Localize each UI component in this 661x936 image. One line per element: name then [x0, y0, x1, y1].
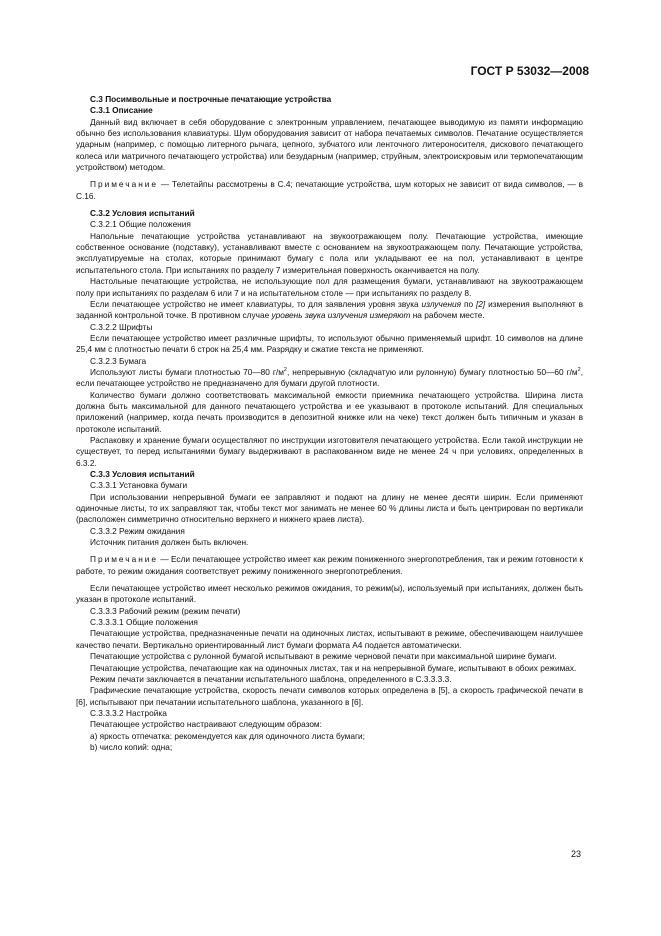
- list-item: b) число копий: одна;: [90, 741, 173, 752]
- note-label: Примечание: [90, 554, 159, 565]
- clause-heading: С.3.3.3.1 Общие положения: [90, 617, 198, 628]
- text-run: измерения выполняют в заданной контрольной точке. В противном случае: [76, 298, 583, 321]
- italic-run: излучения: [421, 298, 462, 309]
- text-run: , непрерывную (складчатую или рулонную) бумагу плотностью 50—60 г/м: [286, 366, 578, 377]
- subsection-heading: С.3.1 Описание: [90, 105, 153, 116]
- section-heading: С.3 Посимвольные и построчные печатающие устройства: [90, 94, 332, 104]
- text-run: , если печатающее устройство не предназначено для бумаги другой плотности.: [76, 366, 583, 389]
- superscript: 2: [283, 367, 287, 374]
- paragraph: Печатающее устройство настраивают следующим образом:: [90, 719, 322, 730]
- note-text: — Если печатающее устройство имеет как режим пониженного энергопотребления, так и режим готовности к работе, то режим ожидания соответствует режиму пониженного энергопотребления.: [76, 554, 583, 576]
- italic-run: уровень звука излучения измеряют: [271, 310, 411, 321]
- text-run: по: [461, 298, 476, 309]
- paragraph: Если печатающее устройство имеет различные шрифты, то используют обычно применяемый шрифт. 10 символов на длине 25,4 мм с плотностью печати 6 строк на 25,4 мм. Разрядку и сжатие текста не применяют.: [76, 332, 583, 355]
- paragraph: Распаковку и хранение бумаги осуществляют по инструкции изготовителя печатающего устройства. Если такой инструкции не существует, то перед испытаниями бумагу выдерживают в распакованном виде не менее 24 ч при условиях, определенных в 6.3.2.: [76, 434, 583, 468]
- clause-heading: С.3.3.3.2 Настройка: [90, 707, 167, 718]
- clause-heading: С.3.2.3 Бумага: [90, 355, 147, 366]
- paragraph: Напольные печатающие устройства устанавливают на звукоотражающем полу. Печатающие устройства, имеющие собственное основание (подставку), устанавливают вместе с основанием на звукоотражающем полу. Печатающие устройства, эксплуатируемые на столах, которые принимают бумагу с пола или укладывают ее на пол, устанавливают в центре испытательного стола. При испытаниях по разделу 7 измерительная поверхность оканчивается на полу.: [76, 230, 583, 275]
- paragraph: Печатающие устройства с рулонной бумагой испытывают в режиме черновой печати при максимальной ширине бумаги.: [90, 651, 557, 662]
- page-number: 23: [570, 849, 581, 859]
- clause-heading: С.3.3.3 Рабочий режим (режим печати): [90, 605, 241, 616]
- document-body: [76, 94, 583, 753]
- list-item: а) яркость отпечатка: рекомендуется как для одиночного листа бумаги;: [90, 730, 365, 741]
- clause-heading: С.3.3.2 Режим ожидания: [90, 525, 185, 536]
- clause-heading: С.3.2.1 Общие положения: [90, 219, 191, 230]
- paragraph: Печатающие устройства, печатающие как на одиночных листах, так и на непрерывной бумаге, испытывают в обоих режимах.: [90, 662, 577, 673]
- text-run: на рабочем месте.: [410, 310, 485, 321]
- subsection-heading: С.3.3 Условия испытаний: [90, 469, 195, 479]
- paragraph: [76, 367, 583, 390]
- clause-heading: С.3.2.2 Шрифты: [90, 321, 153, 332]
- paragraph: Источник питания должен быть включен.: [90, 537, 249, 548]
- clause-heading: С.3.3.1 Установка бумаги: [90, 480, 188, 491]
- text-run: Используют листы бумаги плотностью 70—80 г/м: [90, 366, 284, 377]
- reference: [2]: [475, 298, 486, 309]
- note-text: — Телетайпы рассмотрены в С.4; печатающие устройства, шум которых не зависит от вида символов, — в С.16.: [76, 179, 583, 201]
- paragraph: Если печатающее устройство имеет несколько режимов ожидания, то режим(ы), используемый при испытаниях, должен быть указан в протоколе испытаний.: [76, 583, 583, 605]
- paragraph: Печатающие устройства, предназначенные печати на одиночных листах, испытывают в режиме, обеспечивающем наилучшее качество печати. Вертикально ориентированный лист бумаги формата А4 подается автоматически.: [76, 628, 583, 650]
- paragraph: Количество бумаги должно соответствовать максимальной емкости приемника печатающего устройства. Ширина листа должна быть максимальной для данного печатающего устройства и ее указывают в протоколе испытаний. Для специальных приложений (например, когда печать производится в депозитной книжке или на чеке) текст должен быть типичным и указан в протоколе испытаний.: [76, 389, 583, 434]
- paragraph: Режим печати заключается в печатании испытательного шаблона, определенного в С.3.3.3.3.: [90, 673, 452, 684]
- paragraph: [76, 299, 583, 322]
- note: [76, 554, 583, 577]
- paragraph: Данный вид включает в себя оборудование с электронным управлением, печатающее выводимую из памяти информацию обычно без использования клавиатуры. Шум оборудования зависит от набора печатаемых символов. Печатание осуществляется ударным (например, с помощью литерного рычага, цепного, зубчатого или ленточного литероносителя, дискового печатающего колеса или матричного печатающего устройства) или безударным (например, струйным, электроискровым или термопечатающим устройством) методом.: [76, 116, 583, 173]
- paragraph: Графические печатающие устройства, скорость печати символов которых определена в [5], а скорость графической печати в [6], испытывают при печатании испытательного шаблона, указанного в [6].: [76, 685, 583, 707]
- subsection-heading: С.3.2 Условия испытаний: [90, 208, 195, 219]
- document-id: ГОСТ Р 53032—2008: [470, 64, 589, 78]
- paragraph: Настольные печатающие устройства, не использующие пол для размещения бумаги, устанавливают на звукоотражающем полу при испытаниях по разделам 6 или 7 и на испытательном столе — при испытаниях по разделу 8.: [76, 276, 583, 298]
- note-label: Примечание: [90, 179, 159, 190]
- text-run: Если печатающее устройство не имеет клавиатуры, то для заявления уровня звука: [90, 298, 422, 309]
- superscript: 2: [577, 367, 581, 374]
- note: [76, 179, 583, 202]
- paragraph: При использовании непрерывной бумаги ее заправляют и подают на длину не менее десяти ширин. Если применяют одиночные листы, то их заправляют так, чтобы текст мог занимать не менее 60 % длины листа и быть центрирован по вертикали (расположен симметрично относительно верхнего и нижнего краев листа).: [76, 491, 583, 525]
